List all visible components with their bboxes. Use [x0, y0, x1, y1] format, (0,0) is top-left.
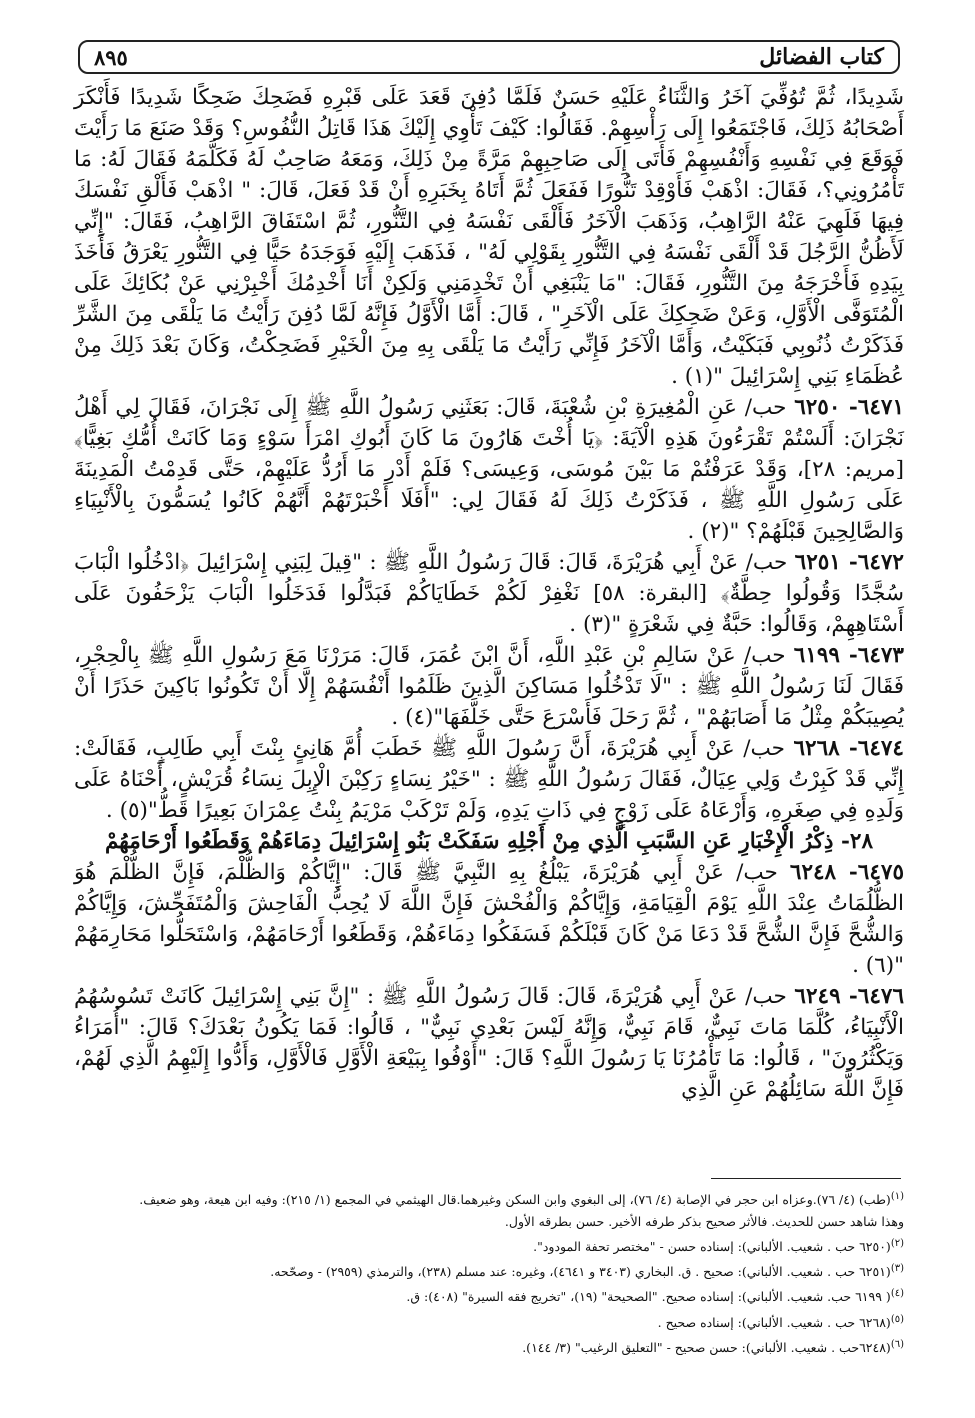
footnote-ref: (٤) — [405, 705, 434, 730]
book-title: كتاب الفضائل — [759, 44, 884, 70]
footnote-text: (٦٢٤٨حب . شعيب. الألباني): حسن صحيح - "التعليق الرغيب" (٣/ ١٤٤). — [522, 1339, 891, 1355]
footnote-1-cont: وهذا شاهد حسن للحديث. فالأثر صحيح بذكر طرفه الأخير. حسن بطرقه الأول. — [504, 1214, 904, 1230]
footnote-6 — [74, 1334, 904, 1359]
hadith-number: ٦٤٧٦- ٦٢٤٩ — [794, 984, 904, 1009]
footnote-ref: (٦) — [865, 953, 895, 978]
chapter-heading: ٢٨- ذِكْرُ الْإِخْبَارِ عَنِ السَّبَبِ الَّذِي مِنْ أَجْلِهِ سَفَكَتْ بَنُو إِسْرَائِيلَ دِمَاءَهُمْ وَقَطَعُوا أَرْحَامَهُمْ — [105, 829, 873, 854]
footnote-text: (٦٢٥١ حب . شعيب. الألباني): صحيح . ق. البخاري (٣٤٠٣ و ٤٦٤١)، وغيره: عند مسلم (٢٣٨)، والترمذي (٢٩٥٩) - وصحّحه. — [270, 1264, 891, 1280]
hadith-number: ٦٤٧٤- ٦٢٦٨ — [793, 736, 904, 761]
footnote-mark: (٦) — [890, 1338, 904, 1350]
footnote-mark: (٤) — [890, 1288, 904, 1300]
footnote-mark: (٣) — [890, 1263, 904, 1275]
hadith-number: ٦٤٧١- ٦٢٥٠ — [794, 395, 904, 420]
hadith-text: حب/ عَنْ سَالِمِ بْنِ عَبْدِ اللَّهِ، أَنَّ ابْنَ عُمَرَ، قَالَ: مَرَرْنَا مَعَ رَسُولِ اللَّهِ ﷺ بِالْحِجْرِ، فَقَالَ لَنَا رَسُولُ اللَّهِ ﷺ : "لَا تَدْخُلُوا مَسَاكِنَ الَّذِينَ ظَلَمُوا أَنْفُسَهُمْ إِلَّا أَنْ تَكُونُوا بَاكِينَ حَذَرًا أَنْ يُصِيبَكُمْ مِثْلُ مَا أَصَابَهُمْ" ، ثُمَّ رَحَلَ فَأَسْرَعَ حَتَّى خَلَّفَهَا" — [74, 643, 904, 730]
hadith-6473: ٦٤٧٣- ٦١٩٩ حب/ عَنْ سَالِمِ بْنِ عَبْدِ اللَّهِ، أَنَّ ابْنَ عُمَرَ، قَالَ: مَرَرْنَا مَعَ رَسُولِ اللَّهِ ﷺ بِالْحِجْرِ، فَقَالَ لَنَا رَسُولُ اللَّهِ ﷺ : "لَا تَدْخُلُوا مَسَاكِنَ الَّذِينَ ظَلَمُوا أَنْفُسَهُمْ إِلَّا أَنْ تَكُونُوا بَاكِينَ حَذَرًا أَنْ يُصِيبَكُمْ مِثْلُ مَا أَصَابَهُمْ" ، ثُمَّ رَحَلَ فَأَسْرَعَ حَتَّى خَلَّفَهَا"(٤) . — [74, 643, 904, 730]
main-text — [74, 82, 904, 1105]
hadith-6472: ٦٤٧٢- ٦٢٥١ حب/ عَنْ أَبِي هُرَيْرَةَ، قَالَ: قَالَ رَسُولُ اللَّهِ ﷺ : "قِيلَ لِبَنِي إِسْرَائِيلَ ﴿ادْخُلُوا الْبَابَ سُجَّدًا وَقُولُوا حِطَّةٌ﴾ [البقرة: ٥٨] نَغْفِرْ لَكُمْ خَطَايَاكُمْ فَبَدَّلُوا فَدَخَلُوا الْبَابَ يَزْحَفُونَ عَلَى أَسْتَاهِهِمْ، وَقَالُوا: حَبَّةٌ فِي شَعْرَةٍ "(٣) . — [74, 550, 904, 637]
footnote-3 — [74, 1258, 904, 1283]
footnote-ref: (٣) — [582, 612, 612, 637]
page-number: ٨٩٥ — [94, 44, 128, 70]
hadith-6474: ٦٤٧٤- ٦٢٦٨ حب/ عَنْ أَبِي هُرَيْرَةَ، أَنَّ رَسُولَ اللَّهِ ﷺ خَطَبَ أُمَّ هَانِئٍ بِنْتَ أَبِي طَالِبٍ، فَقَالَتْ: إِنِّي قَدْ كَبِرْتُ وَلِي عِيَالٌ، فَقَالَ رَسُولُ اللَّهِ ﷺ : "خَيْرُ نِسَاءٍ رَكِبْنَ الْإِبِلَ نِسَاءُ قُرَيْشٍ، أَحْنَاهُ عَلَى وَلَدِهِ فِي صِغَرِهِ، وَأَرْعَاهُ عَلَى زَوْجٍ فِي ذَاتِ يَدِهِ، وَلَمْ تَرْكَبْ مَرْيَمُ بِنْتُ عِمْرَانَ بَعِيرًا قَطُّ"(٥) . — [74, 736, 904, 823]
footnote-ref: (٢) — [701, 519, 730, 544]
hadith-text: حب/ عَنِ الْمُغِيرَةِ بْنِ شُعْبَةَ، قَالَ: بَعَثَنِي رَسُولُ اللَّهِ ﷺ إِلَى نَجْرَانَ، فَقَالَ لِي أَهْلُ نَجْرَانَ: أَلَسْتُمْ تَقْرَءُونَ هَذِهِ الْآيَةَ: ﴿يَا أُخْتَ هَارُونَ مَا كَانَ أَبُوكِ امْرَأَ سَوْءٍ وَمَا كَانَتْ أُمُّكِ بَغِيًّا﴾ [مريم: ٢٨]، وَقَدْ عَرَفْتُمْ مَا بَيْنَ مُوسَى، وَعِيسَى؟ فَلَمْ أَدْرِ مَا أَرُدُّ عَلَيْهِمْ، حَتَّى قَدِمْتُ الْمَدِينَةَ عَلَى رَسُولِ اللَّهِ ﷺ ، فَذَكَرْتُ ذَلِكَ لَهُ فَقَالَ لِي: "أَفَلَا أَخْبَرْتَهُمْ أَنَّهُمْ كَانُوا يُسَمُّونَ بِالْأَنْبِيَاءِ وَالصَّالِحِينَ قَبْلَهُمْ؟ " — [74, 395, 904, 544]
paragraph-text: شَدِيدًا، ثُمَّ تُوُفِّيَ آخَرُ وَالثَّنَاءُ عَلَيْهِ حَسَنٌ فَلَمَّا دُفِنَ قَعَدَ عَلَى قَبْرِهِ فَضَحِكَ ضَحِكًا شَدِيدًا فَأَنْكَرَ أَصْحَابُهُ ذَلِكَ، فَاجْتَمَعُوا إِلَى رَأْسِهِمْ. فَقَالُوا: كَيْفَ تَأْوِي إِلَيْكَ هَذَا قَاتِلُ النُّفُوسِ؟ وَقَدْ صَنَعَ مَا رَأَيْتَ فَوَقَعَ فِي نَفْسِهِ وَأَنْفُسِهِمْ فَأَتَى إِلَى صَاحِبِهِمْ مَرَّةً مِنْ ذَلِكَ، وَمَعَهُ صَاحِبٌ لَهُ فَكَلَّمَهُ فَقَالَ لَهُ: مَا تَأْمُرُونِي؟، فَقَالَ: اذْهَبْ فَأَوْقِدْ تَنُّورًا فَفَعَلَ ثُمَّ أَتَاهُ بِخَبَرِهِ أَنْ قَدْ فَعَلَ، قَالَ: " اذْهَبْ فَأَلْقِ نَفْسَكَ فِيهَا فَلَهِيَ عَنْهُ الرَّاهِبُ، وَذَهَبَ الْآخَرُ فَأَلْقَى نَفْسَهُ فِي التَّنُّورِ، ثُمَّ اسْتَفَاقَ الرَّاهِبُ، فَقَالَ: "إِنِّي لَأَظُنُّ الرَّجُلَ قَدْ أَلْقَى نَفْسَهُ فِي التَّنُّورِ بِقَوْلِي لَهُ" ، فَذَهَبَ إِلَيْهِ فَوَجَدَهُ حَيًّا فِي التَّنُّورِ يَعْرَقُ فَأَخَذَ بِيَدِهِ فَأَخْرَجَهُ مِنَ التَّنُّورِ، فَقَالَ: "مَا يَنْبَغِي أَنْ تَخْدِمَنِي وَلَكِنْ أَنَا أَخْدِمُكَ أَخْبِرْنِي عَنْ بُكَائِكَ عَلَى الْمُتَوَفَّى الْأَوَّلِ، وَعَنْ ضَحِكِكَ عَلَى الْآخَرِ" ، قَالَ: أَمَّا الْأَوَّلُ فَإِنَّهُ لَمَّا دُفِنَ رَأَيْتُ مَا يَلْقَى مِنَ الشَّرِّ فَذَكَرْتُ ذُنُوبِي فَبَكَيْتُ، وَأَمَّا الْآخَرُ فَإِنِّي رَأَيْتُ مَا يَلْقَى بِهِ مِنَ الْخَيْرِ فَضَحِكْتُ، وَكَانَ بَعْدَ ذَلِكَ مِنْ عُظَمَاءِ بَنِي إِسْرَائِيلَ " — [74, 85, 904, 389]
footnote-divider — [711, 1178, 901, 1179]
page-header — [78, 40, 900, 74]
footnotes — [74, 1186, 904, 1359]
footnote-text: ( ٦١٩٩ حب. شعيب. الألباني): إسناده صحيح. "الصحيحة" (١٩)، "تخريج فقه السيرة" (٤٠٨): ق. — [406, 1289, 891, 1305]
hadith-number: ٦٤٧٥- ٦٢٤٨ — [789, 860, 904, 885]
hadith-number: ٦٤٧٢- ٦٢٥١ — [794, 550, 904, 575]
footnote-mark: (٥) — [890, 1313, 904, 1325]
hadith-text: حب/ عَنْ أَبِي هُرَيْرَةَ، أَنَّ رَسُولَ اللَّهِ ﷺ خَطَبَ أُمَّ هَانِئٍ بِنْتَ أَبِي طَالِبٍ، فَقَالَتْ: إِنِّي قَدْ كَبِرْتُ وَلِي عِيَالٌ، فَقَالَ رَسُولُ اللَّهِ ﷺ : "خَيْرُ نِسَاءٍ رَكِبْنَ الْإِبِلَ نِسَاءُ قُرَيْشٍ، أَحْنَاهُ عَلَى وَلَدِهِ فِي صِغَرِهِ، وَأَرْعَاهُ عَلَى زَوْجٍ فِي ذَاتِ يَدِهِ، وَلَمْ تَرْكَبْ مَرْيَمُ بِنْتُ عِمْرَانَ بَعِيرًا قَطُّ" — [74, 736, 904, 823]
hadith-6475: ٦٤٧٥- ٦٢٤٨ حب/ عَنْ أَبِي هُرَيْرَةَ، يَبْلُغُ بِهِ النَّبِيَّ ﷺ قَالَ: "إِيَّاكُمْ وَالظُّلْمَ، فَإِنَّ الظُّلْمَ هُوَ الظُّلُمَاتُ عِنْدَ اللَّهِ يَوْمَ الْقِيَامَةِ، وَإِيَّاكُمْ وَالْفُحْشَ فَإِنَّ اللَّهَ لَا يُحِبُّ الْفَاحِشَ وَالْمُتَفَحِّشَ، وَإِيَّاكُمْ وَالشُّحَّ فَإِنَّ الشُّحَّ قَدْ دَعَا مَنْ كَانَ قَبْلَكُمْ فَسَفَكُوا دِمَاءَهُمْ، وَقَطَعُوا أَرْحَامَهُمْ، وَاسْتَحَلُّوا مَحَارِمَهُمْ "(٦) . — [74, 860, 904, 978]
hadith-text: حب/ عَنْ أَبِي هُرَيْرَةَ، قَالَ: قَالَ رَسُولُ اللَّهِ ﷺ : "قِيلَ لِبَنِي إِسْرَائِيلَ ﴿ادْخُلُوا الْبَابَ سُجَّدًا وَقُولُوا حِطَّةٌ﴾ [البقرة: ٥٨] نَغْفِرْ لَكُمْ خَطَايَاكُمْ فَبَدَّلُوا فَدَخَلُوا الْبَابَ يَزْحَفُونَ عَلَى أَسْتَاهِهِمْ، وَقَالُوا: حَبَّةٌ فِي شَعْرَةٍ " — [74, 550, 904, 637]
footnote-text: (٦٢٥٠ حب . شعيب. الألباني): إسناده حسن - "مختصر تحفة المودود". — [533, 1239, 891, 1255]
hadith-6476 — [74, 981, 904, 1105]
footnote-2 — [74, 1233, 904, 1258]
footnote-mark: (١) — [890, 1191, 904, 1202]
footnote-5 — [74, 1309, 904, 1334]
paragraph: شَدِيدًا، ثُمَّ تُوُفِّيَ آخَرُ وَالثَّنَاءُ عَلَيْهِ حَسَنٌ فَلَمَّا دُفِنَ قَعَدَ عَلَى قَبْرِهِ فَضَحِكَ ضَحِكًا شَدِيدًا فَأَنْكَرَ أَصْحَابُهُ ذَلِكَ، فَاجْتَمَعُوا إِلَى رَأْسِهِمْ. فَقَالُوا: كَيْفَ تَأْوِي إِلَيْكَ هَذَا قَاتِلُ النُّفُوسِ؟ وَقَدْ صَنَعَ مَا رَأَيْتَ فَوَقَعَ فِي نَفْسِهِ وَأَنْفُسِهِمْ فَأَتَى إِلَى صَاحِبِهِمْ مَرَّةً مِنْ ذَلِكَ، وَمَعَهُ صَاحِبٌ لَهُ فَكَلَّمَهُ فَقَالَ لَهُ: مَا تَأْمُرُونِي؟، فَقَالَ: اذْهَبْ فَأَوْقِدْ تَنُّورًا فَفَعَلَ ثُمَّ أَتَاهُ بِخَبَرِهِ أَنْ قَدْ فَعَلَ، قَالَ: " اذْهَبْ فَأَلْقِ نَفْسَكَ فِيهَا فَلَهِيَ عَنْهُ الرَّاهِبُ، وَذَهَبَ الْآخَرُ فَأَلْقَى نَفْسَهُ فِي التَّنُّورِ، ثُمَّ اسْتَفَاقَ الرَّاهِبُ، فَقَالَ: "إِنِّي لَأَظُنُّ الرَّجُلَ قَدْ أَلْقَى نَفْسَهُ فِي التَّنُّورِ بِقَوْلِي لَهُ" ، فَذَهَبَ إِلَيْهِ فَوَجَدَهُ حَيًّا فِي التَّنُّورِ يَعْرَقُ فَأَخَذَ بِيَدِهِ فَأَخْرَجَهُ مِنَ التَّنُّورِ، فَقَالَ: "مَا يَنْبَغِي أَنْ تَخْدِمَنِي وَلَكِنْ أَنَا أَخْدِمُكَ أَخْبِرْنِي عَنْ بُكَائِكَ عَلَى الْمُتَوَفَّى الْأَوَّلِ، وَعَنْ ضَحِكِكَ عَلَى الْآخَرِ" ، قَالَ: أَمَّا الْأَوَّلُ فَإِنَّهُ لَمَّا دُفِنَ رَأَيْتُ مَا يَلْقَى مِنَ الشَّرِّ فَذَكَرْتُ ذُنُوبِي فَبَكَيْتُ، وَأَمَّا الْآخَرُ فَإِنِّي رَأَيْتُ مَا يَلْقَى بِهِ مِنَ الْخَيْرِ فَضَحِكْتُ، وَكَانَ بَعْدَ ذَلِكَ مِنْ عُظَمَاءِ بَنِي إِسْرَائِيلَ "(١) . — [74, 85, 904, 389]
hadith-6471: ٦٤٧١- ٦٢٥٠ حب/ عَنِ الْمُغِيرَةِ بْنِ شُعْبَةَ، قَالَ: بَعَثَنِي رَسُولُ اللَّهِ ﷺ إِلَى نَجْرَانَ، فَقَالَ لِي أَهْلُ نَجْرَانَ: أَلَسْتُمْ تَقْرَءُونَ هَذِهِ الْآيَةَ: ﴿يَا أُخْتَ هَارُونَ مَا كَانَ أَبُوكِ امْرَأَ سَوْءٍ وَمَا كَانَتْ أُمُّكِ بَغِيًّا﴾ [مريم: ٢٨]، وَقَدْ عَرَفْتُمْ مَا بَيْنَ مُوسَى، وَعِيسَى؟ فَلَمْ أَدْرِ مَا أَرُدُّ عَلَيْهِمْ، حَتَّى قَدِمْتُ الْمَدِينَةَ عَلَى رَسُولِ اللَّهِ ﷺ ، فَذَكَرْتُ ذَلِكَ لَهُ فَقَالَ لِي: "أَفَلَا أَخْبَرْتَهُمْ أَنَّهُمْ كَانُوا يُسَمُّونَ بِالْأَنْبِيَاءِ وَالصَّالِحِينَ قَبْلَهُمْ؟ "(٢) . — [74, 395, 904, 544]
footnote-text: (طب) (٤/ ٧٦).وعزاه ابن حجر في الإصابة (٤/ ٧٦)، إلى البغوي وابن السكن وغيرهما.قال الهيثمي في المجمع (١/ ٢١٥): وفيه ابن هيعة، وهو ضعيف. — [139, 1192, 891, 1208]
hadith-text: حب/ عَنْ أَبِي هُرَيْرَةَ، يَبْلُغُ بِهِ النَّبِيَّ ﷺ قَالَ: "إِيَّاكُمْ وَالظُّلْمَ، فَإِنَّ الظُّلْمَ هُوَ الظُّلُمَاتُ عِنْدَ اللَّهِ يَوْمَ الْقِيَامَةِ، وَإِيَّاكُمْ وَالْفُحْشَ فَإِنَّ اللَّهَ لَا يُحِبُّ الْفَاحِشَ وَالْمُتَفَحِّشَ، وَإِيَّاكُمْ وَالشُّحَّ فَإِنَّ الشُّحَّ قَدْ دَعَا مَنْ كَانَ قَبْلَكُمْ فَسَفَكُوا دِمَاءَهُمْ، وَقَطَعُوا أَرْحَامَهُمْ، وَاسْتَحَلُّوا مَحَارِمَهُمْ " — [74, 860, 904, 978]
footnote-ref: (١) — [684, 364, 714, 389]
hadith-text: حب/ عَنْ أَبِي هُرَيْرَةَ، قَالَ: قَالَ رَسُولُ اللَّهِ ﷺ : "إِنَّ بَنِي إِسْرَائِيلَ كَانَتْ تَسُوسُهُمُ الْأَنْبِيَاءُ، كُلَّمَا مَاتَ نَبِيٌّ، قَامَ نَبِيٌّ، وَإِنَّهُ لَيْسَ بَعْدِي نَبِيٌّ" ، قَالُوا: فَمَا يَكُونُ بَعْدَكَ؟ قَالَ: "أُمَرَاءُ وَيَكْثُرُونَ" ، قَالُوا: مَا تَأْمُرُنَا يَا رَسُولَ اللَّهِ؟ قَالَ: "أَوْفُوا بِبَيْعَةِ الْأَوَّلِ فَالْأَوَّلِ، وَأَدُّوا إِلَيْهِمُ الَّذِي لَهُمْ، فَإِنَّ اللَّهَ سَائِلُهُمْ عَنِ الَّذِي — [74, 984, 904, 1102]
hadith-number: ٦٤٧٣- ٦١٩٩ — [793, 643, 904, 668]
footnote-ref: (٥) — [119, 798, 148, 823]
footnote-4 — [74, 1283, 904, 1308]
footnote-1 — [74, 1186, 904, 1211]
footnote-text: (٦٢٦٨ حب . شعيب. الألباني): إسناده صحيح . — [657, 1314, 891, 1330]
footnote-mark: (٢) — [890, 1238, 904, 1250]
